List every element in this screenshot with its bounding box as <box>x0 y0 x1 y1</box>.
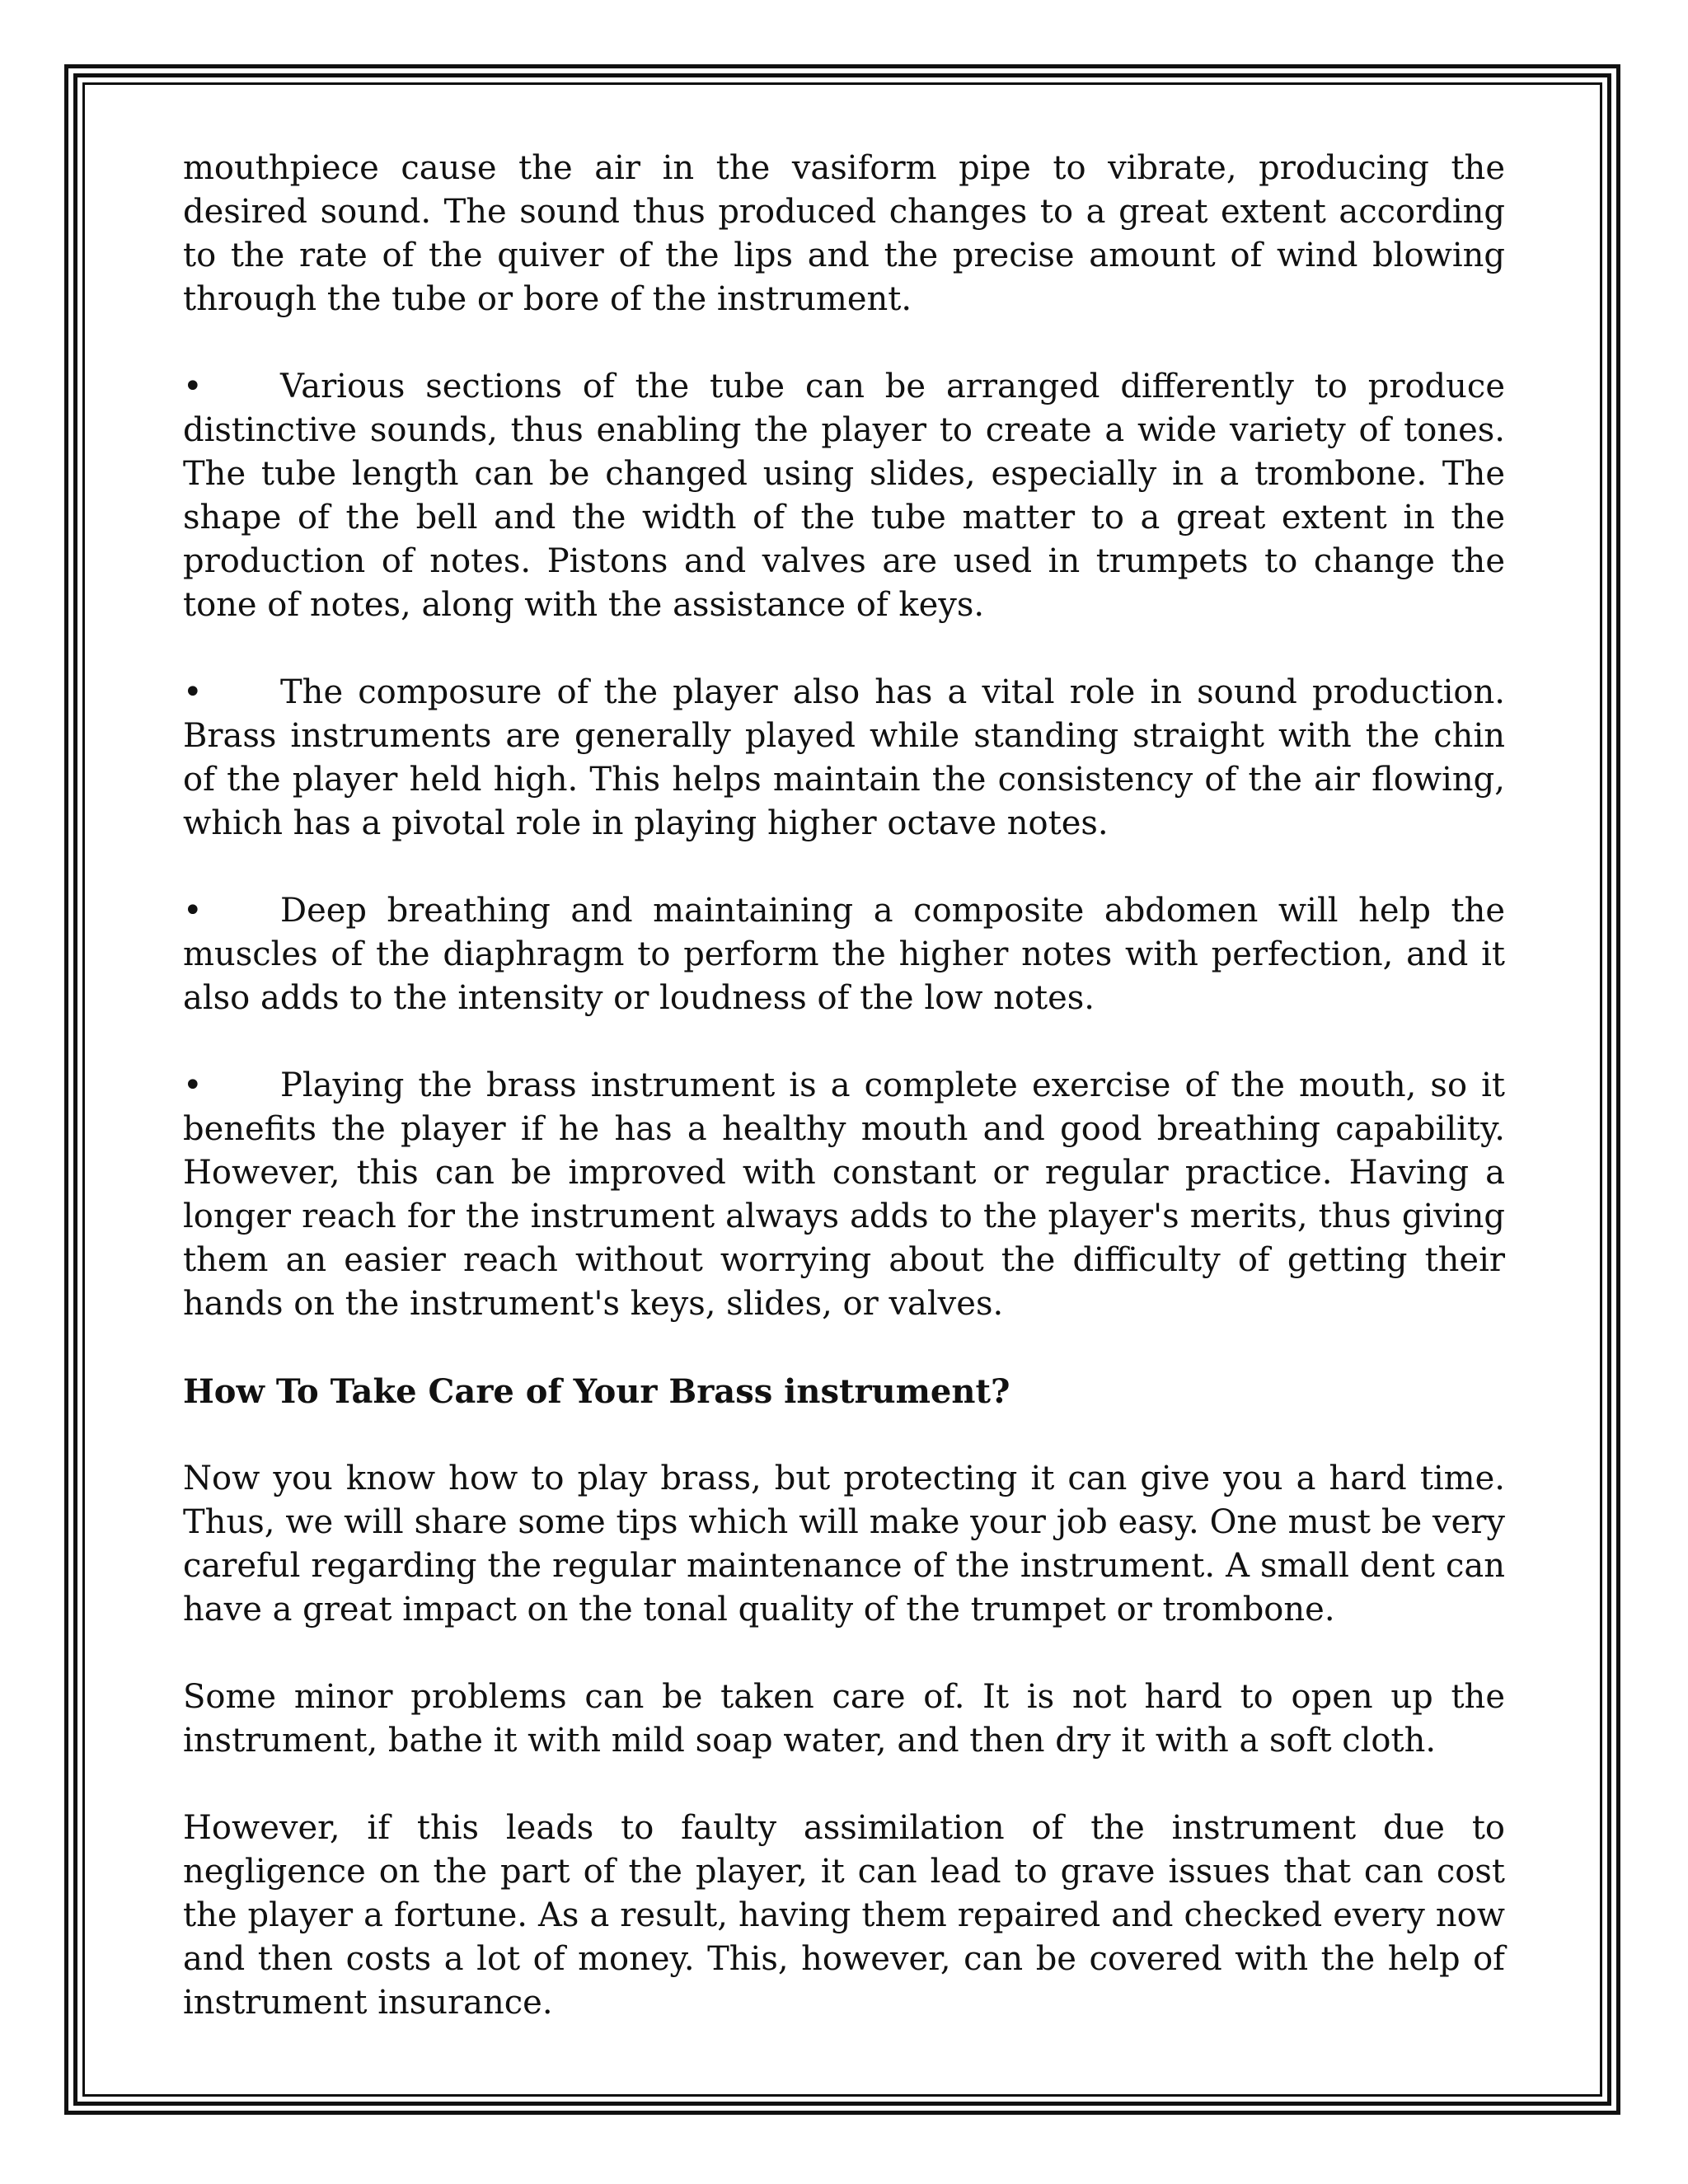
bullet-icon: • <box>183 673 203 711</box>
paragraph-continuation: mouthpiece cause the air in the vasiform pipe to vibrate, producing the desired sound. The sound thus produced changes to a great extent according to the rate of the quiver of the lips and the precise amount of wind blowing through the tube or bore of the instrument. <box>183 149 1505 318</box>
document-body <box>183 147 1505 2069</box>
bullet-item-mouth-exercise <box>183 1064 1505 1326</box>
bullet-icon: • <box>183 1066 203 1104</box>
paragraph-maintenance-intro: Now you know how to play brass, but protecting it can give you a hard time. Thus, we will share some tips which will make your job easy. One must be very careful regarding the regular maintenance of the instrument. A small dent can have a great impact on the tonal quality of the trumpet or trombone. <box>183 1460 1505 1629</box>
paragraph-minor-problems: Some minor problems can be taken care of. It is not hard to open up the instrument, bathe it with mild soap water, and then dry it with a soft cloth. <box>183 1678 1505 1760</box>
bullet-text: Various sections of the tube can be arranged differently to produce distinctive sounds, thus enabling the player to create a wide variety of tones. The tube length can be changed using slides, especially in a trombone. The shape of the bell and the width of the tube matter to a great extent in the production of notes. Pistons and valves are used in trumpets to change the tone of notes, along with the assistance of keys. <box>183 368 1505 624</box>
section-heading: How To Take Care of Your Brass instrument? <box>183 1372 1010 1411</box>
bullet-text: Deep breathing and maintaining a composite abdomen will help the muscles of the diaphragm to perform the higher notes with perfection, and it also adds to the intensity or loudness of the low notes. <box>183 892 1505 1017</box>
bullet-item-tube-sections <box>183 365 1505 627</box>
bullet-icon: • <box>183 892 203 930</box>
bullet-icon: • <box>183 368 203 405</box>
bullet-text: Playing the brass instrument is a complete exercise of the mouth, so it benefits the player if he has a healthy mouth and good breathing capability. However, this can be improved with constant or regular practice. Having a longer reach for the instrument always adds to the player's merits, thus giving them an easier reach without worrying about the difficulty of getting their hands on the instrument's keys, slides, or valves. <box>183 1066 1505 1323</box>
bullet-text: The composure of the player also has a vital role in sound production. Brass instruments are generally played while standing straight with the chin of the player held high. This helps maintain the consistency of the air flowing, which has a pivotal role in playing higher octave notes. <box>183 673 1505 842</box>
bullet-item-breathing <box>183 889 1505 1020</box>
paragraph-insurance: However, if this leads to faulty assimilation of the instrument due to negligence on the part of the player, it can lead to grave issues that can cost the player a fortune. As a result, having them repaired and checked every now and then costs a lot of money. This, however, can be covered with the help of instrument insurance. <box>183 1809 1505 2022</box>
bullet-item-composure <box>183 671 1505 846</box>
